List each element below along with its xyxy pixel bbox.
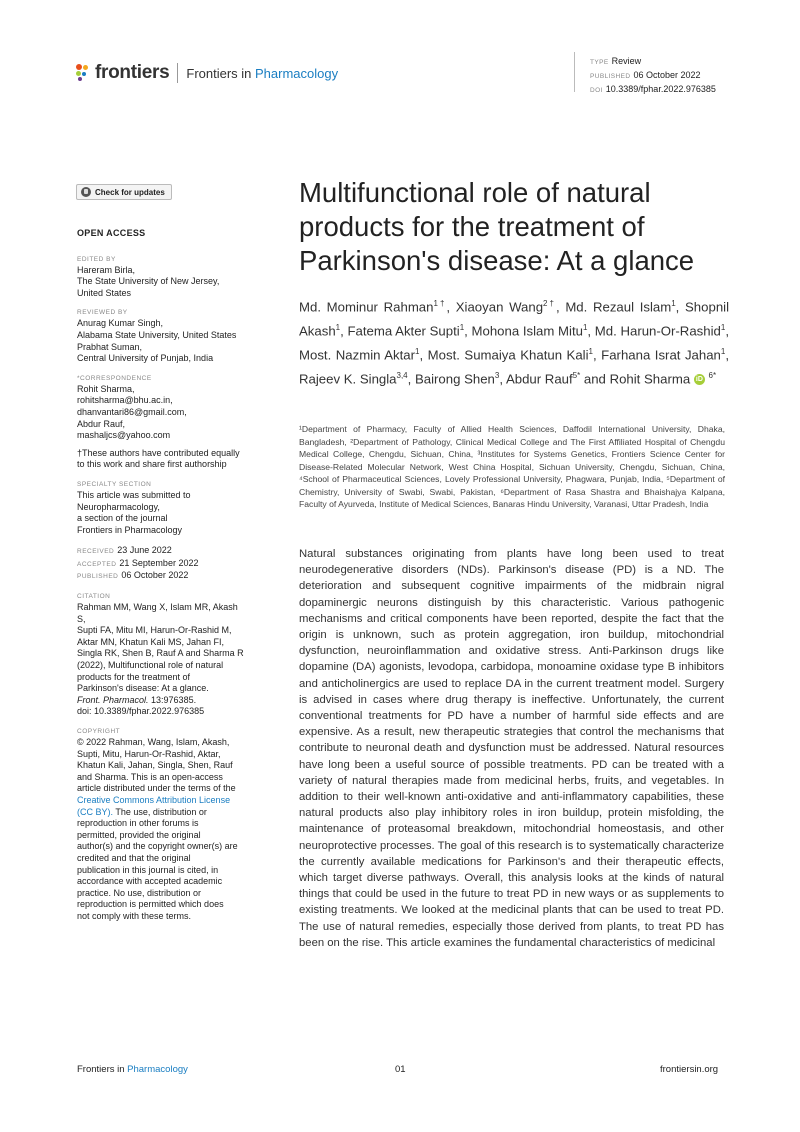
citation: Rahman MM, Wang X, Islam MR, Akash S, Supti FA, Mitu MI, Harun-Or-Rashid M, Aktar MN, Khatun Kali MS, Jahan FI, Singla RK, Shen B, Rauf A and Sharma R (2022), Multifunctional role of natural products for the treatment of Parkinson's disease: At a glance. Front. Pharmacol. 13:976385. doi: 10.3389/fphar.2022.976385 <box>77 602 244 717</box>
header-divider <box>574 52 575 92</box>
journal-name: Frontiers in Pharmacology <box>186 65 339 81</box>
abstract: Natural substances originating from plants have long been used to treat neurodegenerative disorders (NDs). Parkinson's disease (PD) is a ND. The deterioration and subsequent cognitive impairments of the midbrain nigral dopaminergic neurons distinguish by this characteristic. Various pathogenic mechanisms and critical components have been reported, despite the fact that the origin is unknown, such as protein aggregation, iron buildup, mitochondrial dysfunction, neuroinflammation and oxidative stress. Anti-Parkinson drugs like dopamine (DA) agonists, levodopa, carbidopa, monoamine oxidase type B inhibitors and anticholinergics are used to replace DA in the current treatment model. Surgery is advised in cases where drug therapy is ineffective. Unfortunately, the current conventional treatments for PD have a number of harmful side effects and are expensive. As a result, new therapeutic strategies that control the mechanisms that contribute to neuronal death and dysfunction must be addressed. Natural resources have long been a useful source of possible treatments. PD can be treated with a variety of natural therapies made from medicinal herbs, fruits, and vegetables. In addition to their well-known anti-oxidative and anti-inflammatory capabilities, these natural products also play inhibitory roles in iron buildup, protein misfolding, the maintenance of proteasomal breakdown, mitochondrial homeostasis, and other neuroprotective processes. The goal of this research is to systematically characterize the currently available medications for Parkinson's and their therapeutic effects, which target diverse pathways. Overall, this analysis looks at the kinds of natural things that could be used in the future to treat PD in new ways or as supplements to existing treatments. We looked at the medicinal plants that can be used to treat PD. The use of natural remedies, especially those derived from plants, to treat PD has been on the rise. This article examines the fundamental characteristics of medicinal <box>299 548 724 949</box>
correspondence-heading: *CORRESPONDENCE <box>77 374 152 382</box>
check-for-updates-button[interactable] <box>76 184 172 200</box>
update-icon <box>81 187 91 197</box>
copyright: © 2022 Rahman, Wang, Islam, Akash, Supti, Mitu, Harun-Or-Rashid, Aktar, Khatun Kali, Jahan, Singla, Shen, Rauf and Sharma. This is an open-access article distributed under the terms of the Creative Commons Attribution License (CC BY). The use, distribution or reproduction in other forums is permitted, provided the original author(s) and the copyright owner(s) are credited and that the original publication in this journal is cited, in accordance with accepted academic practice. No use, distribution or reproduction is permitted which does not comply with these terms. <box>77 737 238 921</box>
author-name[interactable]: Most. Nazmin Aktar <box>299 347 416 363</box>
author-affiliation-marker: 1† <box>433 299 447 308</box>
author-name[interactable]: Xiaoyan Wang <box>455 299 544 315</box>
orcid-icon[interactable]: iD <box>695 376 703 384</box>
author-name[interactable]: Farhana Israt Jahan <box>601 347 721 363</box>
author-affiliation-marker: 1 <box>582 322 588 332</box>
author-affiliation-marker: 1 <box>720 322 726 332</box>
author-name[interactable]: Md. Mominur Rahman <box>299 299 434 315</box>
author-name[interactable]: Shopnil Akash <box>299 299 730 339</box>
sidebar <box>77 228 247 923</box>
check-for-updates-label: Check for updates <box>95 187 165 197</box>
reviewed-by-heading: REVIEWED BY <box>77 309 128 317</box>
author-name[interactable]: Md. Rezaul Islam <box>565 299 672 315</box>
author-affiliation-marker: 1 <box>335 322 341 332</box>
author-affiliation-marker: 2† <box>543 299 556 308</box>
author-affiliation-marker: 1 <box>671 299 676 308</box>
edited-by-heading: EDITED BY <box>77 255 116 263</box>
footer-site-link[interactable]: frontiersin.org <box>660 1064 719 1075</box>
article-title: Multifunctional role of natural products for the treatment of Parkinson's disease: At a glance <box>299 177 695 276</box>
correspondence: Rohit Sharma, rohitsharma@bhu.ac.in, dhanvantari86@gmail.com, Abdur Rauf, mashaljcs@yahoo.com <box>77 383 187 441</box>
specialty-heading: SPECIALTY SECTION <box>77 480 152 488</box>
author-name[interactable]: Rohit Sharma <box>609 371 691 387</box>
citation-heading: CITATION <box>77 593 111 601</box>
author-affiliation-marker: 3,4 <box>396 370 408 380</box>
page-number: 01 <box>395 1064 406 1075</box>
author-name[interactable]: Md. Harun-Or-Rashid <box>594 323 721 339</box>
footer-journal[interactable]: Frontiers in Pharmacology <box>77 1064 188 1075</box>
author-affiliation-marker: 1 <box>415 346 420 356</box>
edited-by: Hareram Birla, The State University of New Jersey, United States <box>77 264 220 298</box>
author-affiliation-marker: 1 <box>459 322 465 332</box>
brand-name: frontiers <box>95 62 170 83</box>
logo-divider <box>177 63 178 83</box>
accepted-date: ACCEPTED 21 September 2022 <box>77 557 199 568</box>
affiliations: ¹Department of Pharmacy, Faculty of Allied Health Sciences, Daffodil International University, Dhaka, Bangladesh, ²Department of Pathology, Clinical Medical College and The First Affiliated Hospital of Chengdu Medical College, Chengdu, Sichuan, China, ³Institutes for Systems Genetics, Frontiers Science Center for Disease-Related Molecular Network, West China Hospital, Sichuan University, Chengdu, Sichuan, China, ⁴School of Pharmaceutical Sciences, Lovely Professional University, Phagwara, Punjab, India, ⁵Department of Chemistry, University of Swabi, Swabi, Pakistan, ⁶Department of Rasa Shastra and Bhaishajya Kalpana, Faculty of Ayurveda, Institute of Medical Sciences, Banaras Hindu University, Varanasi, Uttar Pradesh, India <box>299 424 725 509</box>
author-affiliation-marker: 3 <box>494 370 500 380</box>
frontiers-logo-icon <box>76 64 92 82</box>
author-affiliation-marker: 6* <box>708 370 717 380</box>
reviewed-by: Anurag Kumar Singh, Alabama State University, United States Prabhat Suman, Central University of Punjab, India <box>77 318 237 364</box>
author-name[interactable]: Abdur Rauf <box>505 371 573 387</box>
author-list: Md. Mominur Rahman$^{1\dagger}$, Xiaoyan Wang$^{2\dagger}$, Md. Rezaul Islam$^1$, Shopnil Akash$^1$, Fatema Akter Supti$^1$, Mohona Islam Mitu$^1$, Md. Harun-Or-Rashid$^1$, Most. Nazmin Aktar$^1$, Most. Sumaiya Khatun Kali$^1$, Farhana Israt Jahan$^1$, Rajeev K. Singla$^{3,4}$, Bairong Shen$^3$, Abdur Rauf$^{5*}$ and Rohit Sharma iD $^{6*}$ <box>299 299 730 387</box>
author-affiliation-marker: 1 <box>720 346 726 356</box>
author-name[interactable]: Mohona Islam Mitu <box>471 323 583 339</box>
article-dates <box>77 545 247 583</box>
meta-published: PUBLISHED 06 October 2022 <box>590 70 701 80</box>
equal-contribution-note: †These authors have contributed equally to this work and share first authorship <box>77 447 240 470</box>
meta-doi: DOI 10.3389/fphar.2022.976385 <box>590 84 716 94</box>
copyright-heading: COPYRIGHT <box>77 728 121 735</box>
cc-by-license-link[interactable]: Creative Commons Attribution License (CC BY). <box>77 794 231 817</box>
author-affiliation-marker: 5* <box>572 370 581 380</box>
open-access-label: OPEN ACCESS <box>77 228 146 238</box>
published-date: PUBLISHED 06 October 2022 <box>77 570 189 581</box>
author-name[interactable]: Most. Sumaiya Khatun Kali <box>427 347 589 363</box>
received-date: RECEIVED 23 June 2022 <box>77 545 172 556</box>
article-meta <box>590 55 716 97</box>
author-affiliation-marker: 1 <box>588 346 593 356</box>
meta-type: TYPE Review <box>590 56 642 66</box>
author-name[interactable]: Rajeev K. Singla <box>299 371 397 387</box>
journal-logo[interactable] <box>76 60 338 86</box>
specialty-section: This article was submitted to Neuropharmacology, a section of the journal Frontiers in Pharmacology <box>77 489 191 535</box>
author-name[interactable]: Fatema Akter Supti <box>347 323 460 339</box>
author-name[interactable]: Bairong Shen <box>414 371 495 387</box>
